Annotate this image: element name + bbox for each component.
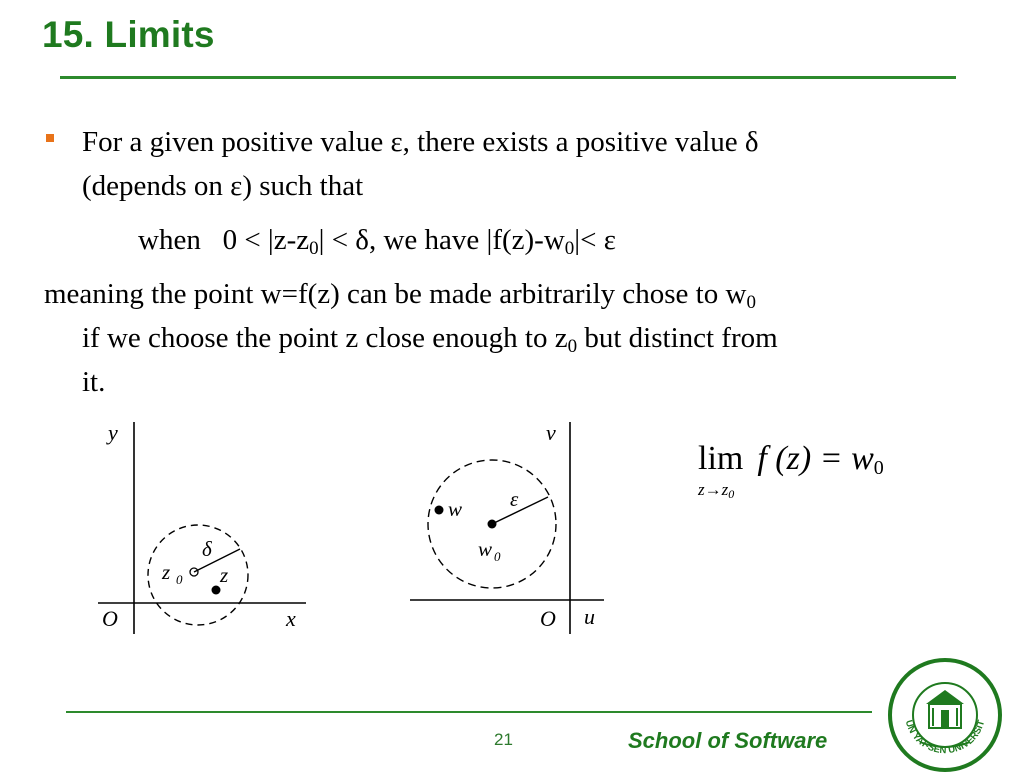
meaning-paragraph [44, 272, 984, 404]
mean-sub-2: 0 [567, 336, 578, 357]
bullet-square-icon [46, 134, 54, 142]
footer-divider [66, 711, 872, 713]
limit-under-sub: 0 [728, 487, 735, 501]
slide-title: 15. Limits [42, 14, 215, 55]
bullet-paragraph [82, 120, 982, 208]
x-axis-label: x [286, 606, 296, 631]
eq-sub-1: 0 [309, 238, 319, 259]
eq-when: when [138, 224, 201, 256]
title-divider [60, 76, 956, 79]
z0-label: z [162, 560, 171, 584]
university-seal-icon [886, 656, 1004, 774]
limit-expression-sub: 0 [873, 457, 884, 479]
w0-label-sub: 0 [494, 549, 501, 564]
v-axis-label: v [546, 420, 556, 445]
w-point-marker [435, 506, 444, 515]
page-number: 21 [494, 730, 513, 749]
seal-text: UN YAT-SEN UNIVERSIT [902, 718, 988, 757]
z-point-label: z [220, 563, 229, 587]
delta-label: δ [202, 537, 212, 561]
mean-part-2: if we choose the point z close enough to z [82, 322, 568, 354]
limit-subscript [698, 480, 734, 500]
w-plane-figure [408, 418, 618, 643]
mean-part-1: meaning the point w=f(z) can be made arbitrarily chose to w [44, 278, 747, 310]
footer-school: School of Software [628, 728, 828, 753]
bullet-line-2: (depends on ε) such that [82, 170, 364, 202]
w-point-label: w [448, 497, 463, 521]
limit-under: z→z [698, 480, 729, 499]
mean-part-4: it. [82, 366, 106, 398]
eq-part-3: |< ε [574, 224, 616, 256]
u-axis-label: u [584, 604, 595, 629]
z0-label-sub: 0 [176, 572, 183, 587]
epsilon-label: ε [510, 487, 519, 511]
z-plane-figure [90, 418, 320, 643]
y-axis-label: y [108, 420, 118, 445]
bullet-line-1: For a given positive value ε, there exists a positive value δ [82, 126, 759, 158]
z-origin-label: O [102, 606, 118, 631]
lim-operator: lim [698, 440, 744, 477]
limit-expression: f (z) = w [757, 440, 874, 477]
w0-label: w [478, 537, 493, 561]
eq-sub-2: 0 [564, 238, 575, 259]
condition-equation [138, 218, 616, 262]
mean-sub-1: 0 [746, 292, 756, 313]
eq-part-1: 0 < |z-z [222, 224, 310, 256]
eq-part-2: | < δ, we have |f(z)-w [318, 224, 565, 256]
mean-part-3: but distinct from [577, 322, 778, 354]
w-origin-label: O [540, 606, 556, 631]
